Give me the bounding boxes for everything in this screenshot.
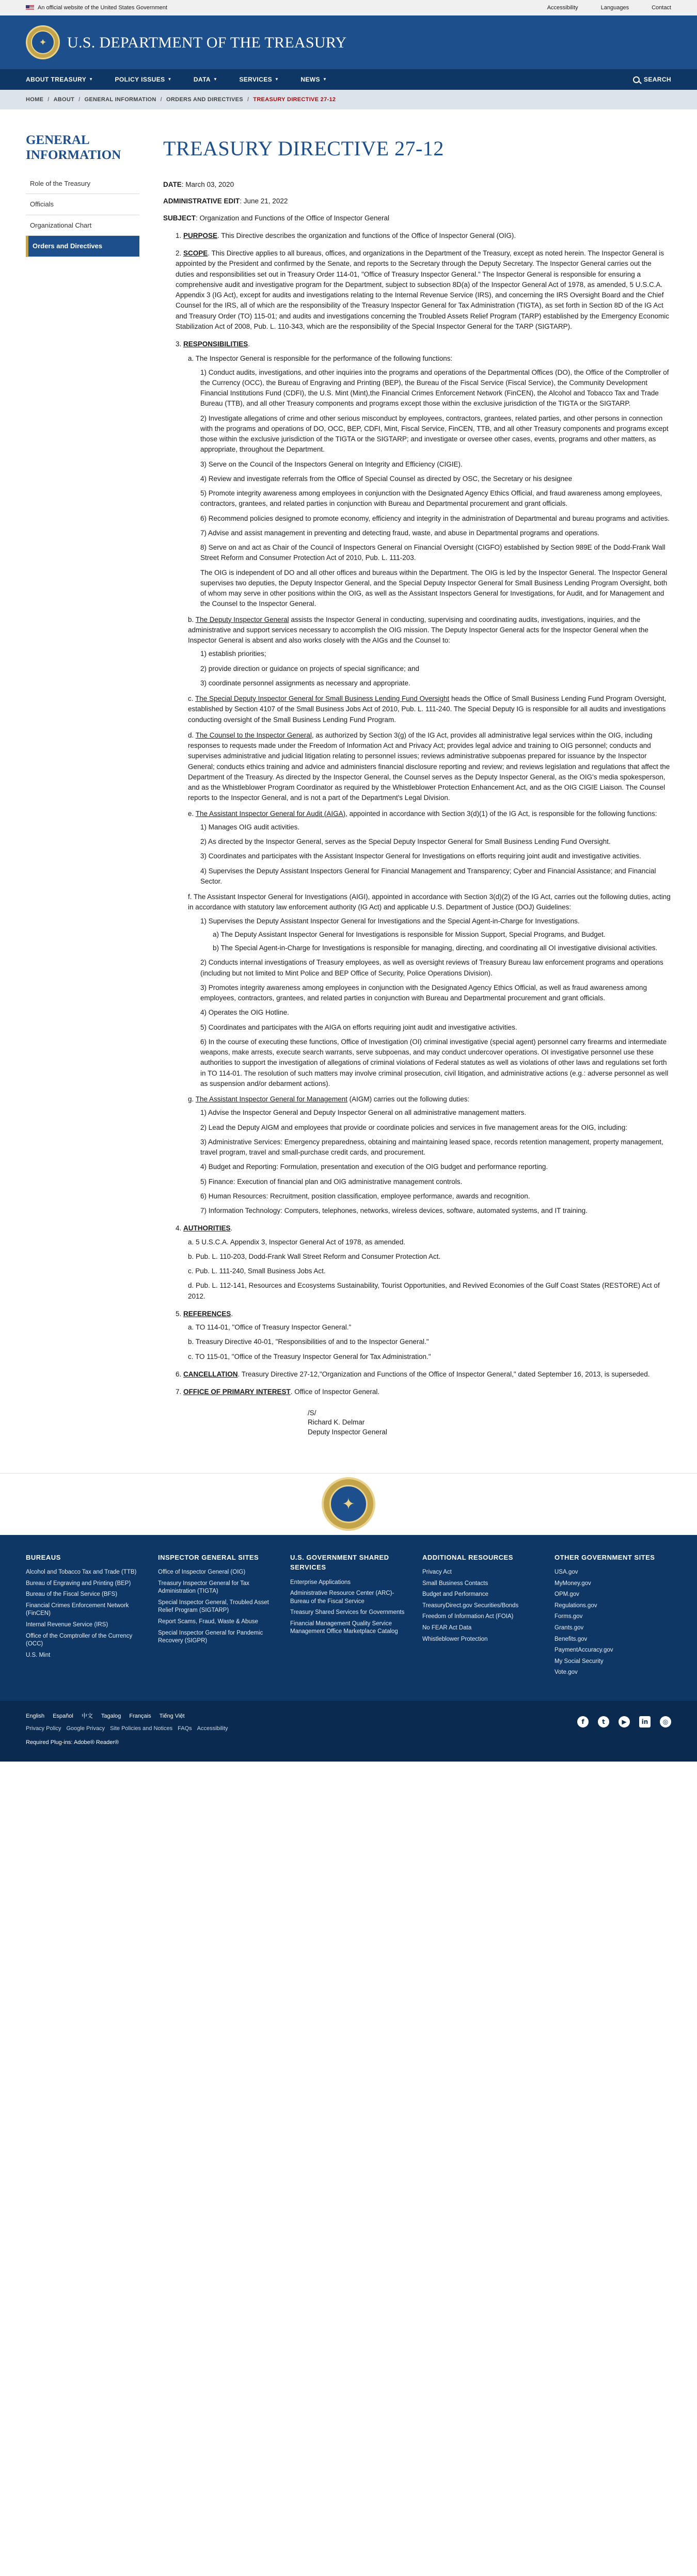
- list-item: a. TO 114-01, "Office of Treasury Inspector General.": [188, 1323, 352, 1331]
- resp-g-title: The Assistant Inspector General for Management: [195, 1095, 347, 1103]
- footer-link[interactable]: Whistleblower Protection: [422, 1636, 488, 1642]
- chevron-down-icon: ▼: [213, 77, 218, 82]
- resp-f-sublist: [200, 930, 671, 954]
- search-label: SEARCH: [643, 76, 671, 83]
- footer-link[interactable]: My Social Security: [555, 1658, 604, 1665]
- social-links: [577, 1716, 671, 1727]
- date-label: DATE: [163, 181, 182, 188]
- footer-link[interactable]: Benefits.gov: [555, 1636, 588, 1642]
- signer-name: Richard K. Delmar: [308, 1418, 365, 1427]
- footer-seal-band: [0, 1473, 697, 1535]
- page-title: TREASURY DIRECTIVE 27-12: [163, 137, 444, 160]
- search-button[interactable]: [633, 75, 671, 84]
- resp-a: a. The Inspector General is responsible for the performance of the following functions: 1) Conduct audits, investigations, and other inquiries into the programs and operations of the Departmental Offices (DO), the Office of the Comptroller of the Currency (OCC), the Bureau of Engraving and Printing (BEP), the Bureau of the Fiscal Service (Fiscal Service), the Community Development Financial Institutions Fund (CDFI), the U.S. Mint (Mint),the Financial Crimes Enforcement Network (FinCEN), the Alcohol and Tobacco Tax and Trade Bureau (TTB), and all other Treasury components and programs except those within the exclusive jurisdiction of the TIGTA or the SIGTARP. 2) Investigate allegations of crime and other serious misconduct by employees, contractors, grantees, related parties, and other persons in connection with the programs and operations of DO, OCC, BEP, CDFI, Mint, Fiscal Service, FinCEN, TTB, and all other Treasury components and programs except those within the exclusive jurisdiction of the TIGTA or the SIGTARP; and investigate or oversee other cases, events, programs and other matters, as appropriate, throughout the Department. 3) Serve on the Council of the Inspectors General on Integrity and Efficiency (CIGIE). 4) Review and investigate referrals from the Office of Special Counsel as directed by OSC, the Secretary or his designee 5) Promote integrity awareness among employees in conjunction with the Designated Agency Ethics Official, and fraud awareness among employees, contractors, grantees, and related parties in conjunction with Bureau and Departmental procurement and grant officials. 6) Recommend policies designed to promote economy, efficiency and integrity in the administration of Departmental and bureau programs and activities. 7) Advise and assist management in preventing and detecting fraud, waste, and abuse in Departmental programs and operations. 8) Serve on and act as Chair of the Council of Inspectors General on Financial Oversight (CIGFO) established by Section 989E of the Dodd-Frank Wall Street Reform and Consumer Protection Act of 2010, Pub. L. 111-203. The OIG is independent of DO and all other offices and bureaus within the Department. The OIG is led by the Inspector General. The Inspector General supervises two deputies, the Deputy Inspector General, and the Special Deputy Inspector General for Small Business Lending Program Oversight, both of whom may serve in other positions within the OIG, as well as the Assistant Inspectors General for Investigations, for Audit, and for Management and the Counsel to the Inspector General.: [188, 354, 671, 609]
- nav-about-treasury[interactable]: [26, 75, 93, 84]
- list-item: 5) Promote integrity awareness among employees in conjunction with the Designated Agency Ethics Official, and fraud awareness among employees, contractors, grantees, and related parties in conjunction with Bureau and Departmental procurement and grant officials.: [200, 489, 662, 508]
- date-line: DATE: March 03, 2020: [163, 181, 234, 188]
- legal-link[interactable]: Google Privacy: [66, 1725, 105, 1732]
- nav-data[interactable]: [194, 75, 217, 84]
- utility-links: [547, 4, 671, 12]
- sidebar-item-org-chart[interactable]: Organizational Chart: [26, 215, 139, 236]
- breadcrumb-about[interactable]: ABOUT: [53, 96, 75, 103]
- list-item: 3) Coordinates and participates with the Assistant Inspector General for Investigations on efforts requiring joint audit and investigative activities.: [200, 852, 641, 860]
- section-text: . Office of Inspector General.: [290, 1388, 380, 1396]
- subject-label: SUBJECT: [163, 214, 196, 222]
- section-purpose: 1. PURPOSE. This Directive describes the organization and functions of the Office of Inspector General (OIG).: [176, 231, 516, 239]
- footer-column-title: ADDITIONAL RESOURCES: [422, 1553, 513, 1561]
- resp-a-list: [188, 367, 671, 564]
- nav-label: ABOUT TREASURY: [26, 76, 87, 83]
- footer-link[interactable]: No FEAR Act Data: [422, 1624, 472, 1631]
- resp-b-list: [188, 649, 671, 689]
- list-item: 2) Investigate allegations of crime and other serious misconduct by employees, contractors, grantees, related parties, and other persons in connection with the programs and operations of DO, OCC, BEP, CDFI, Mint, Fiscal Service, FinCEN, TTB, and all other Treasury components and programs except those within the exclusive jurisdiction of the TIGTA or the SIGTARP; and investigate or oversee other cases, events, programs and other matters, as appropriate, throughout the Department.: [200, 414, 669, 454]
- resp-b-text: assists the Inspector General in conducting, supervising and coordinating audits, investigations, inquiries, and the administrative and support services necessary to accomplish the OIG mission. The Deputy Inspector General acts for the Inspector General when the Inspector General is absent and also works closely with the AIGs and the Counsel to:: [188, 615, 648, 644]
- list-item: 2) provide direction or guidance on projects of special significance; and: [200, 664, 419, 673]
- list-item: b. Pub. L. 110-203, Dodd-Frank Wall Street Reform and Consumer Protection Act.: [188, 1252, 441, 1260]
- list-item: 7) Advise and assist management in preventing and detecting fraud, waste, and abuse in Departmental programs and operations.: [200, 529, 599, 537]
- footer-link[interactable]: Special Inspector General for Pandemic Recovery (SIGPR): [158, 1629, 263, 1644]
- footer-link[interactable]: Freedom of Information Act (FOIA): [422, 1613, 514, 1620]
- admin-edit-value: June 21, 2022: [243, 197, 288, 205]
- seal-center: ✦: [31, 30, 55, 54]
- section-title: SCOPE: [183, 249, 208, 257]
- breadcrumb: [0, 90, 697, 109]
- legal-link[interactable]: FAQs: [178, 1725, 192, 1732]
- section-cancellation: 6. CANCELLATION. Treasury Directive 27-12,"Organization and Functions of the Office of Inspector General," dated September 16, 2013, is superseded.: [176, 1370, 650, 1378]
- nav-services[interactable]: [239, 75, 279, 84]
- footer-link[interactable]: Internal Revenue Service (IRS): [26, 1621, 108, 1628]
- nav-label: DATA: [193, 76, 211, 83]
- list-item: 3) Promotes integrity awareness among employees in conjunction with the Designated Agency Ethics Official, as well as fraud awareness among employees, contractors, grantees, and related parties in conjunction with Bureau and Departmental procurement and grant officials.: [200, 983, 647, 1002]
- list-item: 4) Operates the OIG Hotline.: [200, 1009, 289, 1017]
- footer-link[interactable]: Special Inspector General, Troubled Asset Relief Program (SIGTARP): [158, 1599, 269, 1614]
- resp-f: f. The Assistant Inspector General for Investigations (AIGI), appointed in accordance with Section 3(d)(2) of the IG Act, carries out the following duties, acting in accordance with statutory law enforcement authority (IG Act) and applicable U.S. Department of Justice (DOJ) Guidelines: 1) Supervises the Deputy Assistant Inspector General for Investigations and the Special Agent-in-Charge for Investigations. a) The Deputy Assistant Inspector General for Investigations is responsible for Mission Support, Special Programs, and Budget. b) The Special Agent-in-Charge for Investigations is responsible for managing, directing, and coordinating all OI investigative divisional activities. 2) Conducts internal investigations of Treasury employees, as well as oversight reviews of Treasury Bureau law enforcement programs and operations (including but not limited to Mint Police and BEP Office of Security, Police Operations Division). 3) Promotes integrity awareness among employees in conjunction with the Designated Agency Ethics Official, as well as fraud awareness among employees, contractors, grantees, and related parties in conjunction with Bureau and Departmental procurement and grant officials. 4) Operates the OIG Hotline. 5) Coordinates and participates with the AIGA on efforts requiring joint audit and investigative activities. 6) In the course of executing these functions, Office of Investigation (OI) criminal investigative (special agent) personnel carry firearms and intermediate weapons, make arrests, execute search warrants, serve subpoenas, and may conduct undercover operations. OI investigative personnel use these authorities to support the investigation of allegations of criminal violations of Federal statutes as well as violations of other laws and regulations set forth in TO 114-01. The resolution of such matters may involve criminal prosecution, civil litigation, and administrative actions (e.g.: adverse personnel as well as suspension and/or debarment actions).: [188, 892, 671, 1089]
- list-item: 8) Serve on and act as Chair of the Council of Inspectors General on Financial Oversight (CIGFO) established by Section 989E of the Dodd-Frank Wall Street Reform and Consumer Protection Act of 2010, Pub. L. 111-203.: [200, 543, 666, 562]
- resp-f-text: The Assistant Inspector General for Investigations (AIGI), appointed in accordance with Section 3(d)(2) of the IG Act, carries out the following duties, acting in accordance with statutory law enforcement authority (IG Act) and applicable U.S. Department of Justice (DOJ) Guidelines:: [188, 893, 671, 911]
- footer-column: [555, 1553, 671, 1680]
- directive-sections: [163, 231, 671, 1398]
- list-item: 1) Conduct audits, investigations, and other inquiries into the programs and operations of the Departmental Offices (DO), the Office of the Comptroller of the Currency (OCC), the Bureau of Engraving and Printing (BEP), the Bureau of the Fiscal Service (Fiscal Service), the Community Development Financial Institutions Fund (CDFI), the U.S. Mint (Mint),the Financial Crimes Enforcement Network (FinCEN), the Alcohol and Tobacco Tax and Trade Bureau (TTB), and all other Treasury components and programs except those within the exclusive jurisdiction of the TIGTA or the SIGTARP.: [200, 368, 669, 408]
- footer-link[interactable]: Bureau of Engraving and Printing (BEP): [26, 1580, 131, 1587]
- footer-link[interactable]: Report Scams, Fraud, Waste & Abuse: [158, 1618, 258, 1625]
- nav-policy-issues[interactable]: [115, 75, 172, 84]
- footer-link[interactable]: Financial Crimes Enforcement Network (FinCEN): [26, 1602, 129, 1617]
- resp-e: e. The Assistant Inspector General for Audit (AIGA), appointed in accordance with Section 3(d)(1) of the IG Act, is responsible for the following functions: 1) Manages OIG audit activities. 2) As directed by the Inspector General, serves as the Special Deputy Inspector General for Small Business Lending Fund Oversight. 3) Coordinates and participates with the Assistant Inspector General for Investigations on efforts requiring joint audit and investigative activities. 4) Supervises the Deputy Assistant Inspectors General for Financial Management and Transparency; Cyber and Financial Assistance; and Financial Sector.: [188, 809, 671, 887]
- language-link[interactable]: English: [26, 1713, 45, 1719]
- resp-f-list: [188, 916, 671, 1090]
- footer-link[interactable]: TreasuryDirect.gov Securities/Bonds: [422, 1602, 519, 1609]
- sidebar-title: GENERAL INFORMATION: [26, 133, 121, 162]
- language-link[interactable]: Français: [129, 1713, 151, 1719]
- footer-link[interactable]: OPM.gov: [555, 1591, 579, 1598]
- responsibilities-list: [176, 354, 671, 1216]
- section-responsibilities: 3. RESPONSIBILITIES. a. The Inspector General is responsible for the performance of the following functions: 1) Conduct audits, investigations, and other inquiries into the programs and operations of the Departmental Offices (DO), the Office of the Comptroller of the Currency (OCC), the Bureau of Engraving and Printing (BEP), the Bureau of the Fiscal Service (Fiscal Service), the Community Development Financial Institutions Fund (CDFI), the U.S. Mint (Mint),the Financial Crimes Enforcement Network (FinCEN), the Alcohol and Tobacco Tax and Trade Bureau (TTB), and all other Treasury components and programs except those within the exclusive jurisdiction of the TIGTA or the SIGTARP. 2) Investigate allegations of crime and other serious misconduct by employees, contractors, grantees, related parties, and other persons in connection with the programs and operations of DO, OCC, BEP, CDFI, Mint, Fiscal Service, FinCEN, TTB, and all other Treasury components and programs except those within the exclusive jurisdiction of the TIGTA or the SIGTARP; and investigate or oversee other cases, events, programs and other matters, as appropriate, throughout the Department. 3) Serve on the Council of the Inspectors General on Integrity and Efficiency (CIGIE). 4) Review and investigate referrals from the Office of Special Counsel as directed by OSC, the Secretary or his designee 5) Promote integrity awareness among employees in conjunction with the Designated Agency Ethics Official, and fraud awareness among employees, contractors, grantees, and related parties in conjunction with Bureau and Departmental procurement and grant officials. 6) Recommend policies designed to promote economy, efficiency and integrity in the administration of Departmental and bureau programs and activities. 7) Advise and assist management in preventing and detecting fraud, waste, and abuse in Departmental programs and operations. 8) Serve on and act as Chair of the Council of Inspectors General on Financial Oversight (CIGFO) established by Section 989E of the Dodd-Frank Wall Street Reform and Consumer Protection Act of 2010, Pub. L. 111-203. The OIG is independent of DO and all other offices and bureaus within the Department. The OIG is led by the Inspector General. The Inspector General supervises two deputies, the Deputy Inspector General, and the Special Deputy Inspector General for Small Business Lending Program Oversight, both of whom may serve in other positions within the OIG, as well as the Assistant Inspectors General for Investigations, for Audit, and for Management and the Counsel to the Inspector General. b. The Deputy Inspector General assists the Inspector General in conducting, supervising and coordinating audits, investigations, inquiries, and the administrative and support services necessary to accomplish the OIG mission. The Deputy Inspector General acts for the Inspector General when the Inspector General is absent and also works closely with the AIGs and the Counsel to: 1) establish priorities; 2) provide direction or guidance on projects of special significance; and 3) coordinate personnel assignments as necessary and appropriate. c. The Special Deputy Inspector General for Small Business Lending Fund Oversight heads the Office of Small Business Lending Fund Program Oversight, established by Section 4107 of the Small Business Jobs Act of 2010, Pub. L. 111-240. The Special Deputy IG is responsible for all audits and investigations conducting oversight of the Small Business Lending Fund Program. d. The Counsel to the Inspector General, as authorized by Section 3(g) of the IG Act, provides all administrative legal services within the OIG, including responses to requests made under the Freedom of Information Act and Privacy Act; provides legal advice and training to OIG personnel; conducts and supervises administrative and judicial litigation relating to personnel issues; reviews administrative subpoenas prepared for issuance by the Inspector General; conducts ethics training and advice and administers financial disclosure reporting and review; and reviews legislation and regulations that affect the Department of the Treasury. As directed by the Inspector General, the Counsel serves as the Deputy Inspector General, as the OIG's media spokesperson, and as the Whistleblower Program Coordinator as required by the Whistleblower Protection Enhancement Act, and as the OIG CIGIE Liaison. The Counsel reports to the Inspector General, and is not a part of the Department's Legal Division. e. The Assistant Inspector General for Audit (AIGA), appointed in accordance with Section 3(d)(1) of the IG Act, is responsible for the following functions: 1) Manages OIG audit activities. 2) As directed by the Inspector General, serves as the Special Deputy Inspector General for Small Business Lending Fund Oversight. 3) Coordinates and participates with the Assistant Inspector General for Investigations on efforts requiring joint audit and investigative activities. 4) Supervises the Deputy Assistant Inspectors General for Financial Management and Transparency; Cyber and Financial Assistance; and Financial Sector. f. The Assistant Inspector General for Investigations (AIGI), appointed in accordance with Section 3(d)(2) of the IG Act, carries out the following duties, acting in accordance with statutory law enforcement authority (IG Act) and applicable U.S. Department of Justice (DOJ) Guidelines: 1) Supervises the Deputy Assistant Inspector General for Investigations and the Special Agent-in-Charge for Investigations. a) The Deputy Assistant Inspector General for Investigations is responsible for Mission Support, Special Programs, and Budget. b) The Special Agent-in-Charge for Investigations is responsible for managing, directing, and coordinating all OI investigative divisional activities. 2) Conducts internal investigations of Treasury employees, as well as oversight reviews of Treasury Bureau law enforcement programs and operations (including but not limited to Mint Police and BEP Office of Security, Police Operations Division). 3) Promotes integrity awareness among employees in conjunction with the Designated Agency Ethics Official, as well as fraud awareness among employees, contractors, grantees, and related parties in conjunction with Bureau and Departmental procurement and grant officials. 4) Operates the OIG Hotline. 5) Coordinates and participates with the AIGA on efforts requiring joint audit and investigative activities. 6) In the course of executing these functions, Office of Investigation (OI) criminal investigative (special agent) personnel carry firearms and intermediate weapons, make arrests, execute search warrants, serve subpoenas, and may conduct undercover operations. OI investigative personnel use these authorities to support the investigation of allegations of criminal violations of Federal statutes as well as violations of other laws and regulations set forth in TO 114-01. The resolution of such matters may involve criminal prosecution, civil litigation, and administrative actions (e.g.: adverse personnel as well as suspension and/or debarment actions). g. The Assistant Inspector General for Management (AIGM) carries out the following duties: 1) Advise the Inspector General and Deputy Inspector General on all administrative management matters. 2) Lead the Deputy AIGM and employees that provide or coordinate policies and services in five management areas for the OIG, including: 3) Administrative Services: Emergency preparedness, obtaining and maintaining leased space, records retention management, property management, travel program, travel and small-purchase credit cards, and procurement. 4) Budget and Reporting: Formulation, presentation and execution of the OIG budget and performance reporting. 5) Finance: Execution of financial plan and OIG administrative management controls. 6) Human Resources: Recruitment, position classification, employee performance, awards and recognition. 7) Information Technology: Computers, telephones, networks, wireless devices, software, automated systems, and IT training.: [176, 339, 671, 1216]
- legal-links: [26, 1724, 671, 1733]
- language-link[interactable]: Español: [53, 1713, 73, 1719]
- footer-link[interactable]: Privacy Act: [422, 1569, 452, 1576]
- nav-label: POLICY ISSUES: [115, 76, 165, 83]
- list-item: 4) Budget and Reporting: Formulation, presentation and execution of the OIG budget and performance reporting.: [200, 1163, 548, 1171]
- instagram-icon[interactable]: ◎: [660, 1716, 671, 1727]
- nav-label: NEWS: [300, 76, 320, 83]
- list-item: 7) Information Technology: Computers, telephones, networks, wireless devices, software, automated systems, and IT training.: [200, 1207, 588, 1214]
- main-nav: [0, 69, 697, 90]
- footer-link[interactable]: Financial Management Quality Service Management Office Marketplace Catalog: [290, 1620, 398, 1635]
- footer-column-title: OTHER GOVERNMENT SITES: [555, 1553, 655, 1561]
- sub-footer: [0, 1701, 697, 1762]
- footer-link[interactable]: Regulations.gov: [555, 1602, 597, 1609]
- list-item: 1) establish priorities;: [200, 650, 266, 658]
- sidebar: [26, 133, 139, 1437]
- footer-column: [422, 1553, 539, 1680]
- footer-link[interactable]: MyMoney.gov: [555, 1580, 591, 1587]
- sidebar-item-officials[interactable]: Officials: [26, 194, 139, 215]
- references-list: [176, 1322, 671, 1362]
- section-text: . This Directive applies to all bureaus, offices, and organizations in the Department of the Treasury, except as noted herein. The Inspector General is appointed by the President and confirmed by the Senate, and reports to the Secretary through the Deputy Secretary. The Inspector General carries out the duties and responsibilities set out in Treasury Order 114-01, "Office of Treasury Inspector General." The Inspector General is responsible for ensuring a comprehensive audit and investigative program for the Department, subject to subsection 8D(a) of the Inspector General Act of 1978, as amended, 5 U.S.C.A. Appendix 3 (IG Act), except for audits and investigations relating to the Internal Revenue Service (IRS), and concerning the IRS Oversight Board and the Chief Counsel for the IRS, all of which are the responsibility of the Treasury Inspector General for Tax Administration (TIGTA), as set forth in Section 8D of the IG Act and Treasury Order (TO) 115-01; and audits and investigations concerning the Troubled Assets Relief Program (TARP) established by the Emergency Economic Stabilization Act of 2008, Pub. L. 110-343, which are the responsibility of the Special Inspector General for the TARP (SIGTARP).: [176, 249, 669, 330]
- footer-column: [158, 1553, 275, 1680]
- signature-mark: /S/: [308, 1409, 316, 1417]
- section-title: OFFICE OF PRIMARY INTEREST: [183, 1388, 291, 1396]
- gov-banner-text: An official website of the United States Government: [38, 4, 168, 11]
- admin-edit-line: ADMINISTRATIVE EDIT: June 21, 2022: [163, 197, 288, 205]
- list-item: 6) Recommend policies designed to promote economy, efficiency and integrity in the administration of Departmental and bureau programs and activities.: [200, 514, 670, 522]
- footer-link[interactable]: Alcohol and Tobacco Tax and Trade (TTB): [26, 1569, 137, 1576]
- list-item: 1) Manages OIG audit activities.: [200, 823, 300, 831]
- footer-link[interactable]: Small Business Contacts: [422, 1580, 488, 1587]
- section-text: . This Directive describes the organization and functions of the Office of Inspector General (OIG).: [217, 231, 516, 239]
- accessibility-link[interactable]: Accessibility: [547, 4, 578, 11]
- list-item: 6) In the course of executing these functions, Office of Investigation (OI) criminal investigative (special agent) personnel carry firearms and intermediate weapons, make arrests, execute search warrants, serve subpoenas, and may conduct undercover operations. OI investigative personnel use these authorities to support the investigation of allegations of criminal violations of Federal statutes as well as violations of other laws and regulations set forth in TO 114-01. The resolution of such matters may involve criminal prosecution, civil litigation, and administrative actions (e.g.: adverse personnel as well as suspension and/or debarment actions).: [200, 1037, 669, 1087]
- breadcrumb-general-information[interactable]: GENERAL INFORMATION: [84, 96, 156, 103]
- section-text: . Treasury Directive 27-12,"Organization and Functions of the Office of Inspector General," dated September 16, 2013, is superseded.: [237, 1370, 650, 1378]
- breadcrumb-separator: /: [78, 96, 81, 103]
- main-content: [163, 133, 671, 1437]
- resp-b-title: The Deputy Inspector General: [195, 615, 289, 623]
- chevron-down-icon: ▼: [322, 77, 327, 82]
- language-link[interactable]: Tagalog: [101, 1713, 121, 1719]
- resp-g-text: (AIGM) carries out the following duties:: [347, 1095, 470, 1103]
- resp-e-title: The Assistant Inspector General for Audit (AIGA): [195, 809, 346, 818]
- chevron-down-icon: ▼: [167, 77, 172, 82]
- list-item: 1) Advise the Inspector General and Deputy Inspector General on all administrative management matters.: [200, 1109, 527, 1117]
- list-item: c. TO 115-01, "Office of the Treasury Inspector General for Tax Administration.": [188, 1352, 431, 1361]
- list-item: [200, 916, 671, 954]
- list-item: 3) coordinate personnel assignments as necessary and appropriate.: [200, 679, 410, 687]
- list-item: a. 5 U.S.C.A. Appendix 3, Inspector General Act of 1978, as amended.: [188, 1238, 406, 1246]
- section-references: 5. REFERENCES. a. TO 114-01, "Office of Treasury Inspector General." b. Treasury Directive 40-01, "Responsibilities of and to the Inspector General." c. TO 115-01, "Office of the Treasury Inspector General for Tax Administration.": [176, 1309, 671, 1362]
- resp-c-text: heads the Office of Small Business Lending Fund Program Oversight, established by Section 4107 of the Small Business Jobs Act of 2010, Pub. L. 111-240. The Special Deputy IG is responsible for all audits and investigations conducting oversight of the Small Business Lending Fund Program.: [188, 695, 667, 724]
- resp-a-intro: The Inspector General is responsible for the performance of the following functions:: [195, 355, 453, 363]
- resp-e-list: [188, 822, 671, 887]
- section-scope: 2. SCOPE. This Directive applies to all bureaus, offices, and organizations in the Department of the Treasury, except as noted herein. The Inspector General is appointed by the President and confirmed by the Senate, and reports to the Secretary through the Deputy Secretary. The Inspector General carries out the duties and responsibilities set out in Treasury Order 114-01, "Office of Treasury Inspector General." The Inspector General is responsible for ensuring a comprehensive audit and investigative program for the Department, subject to subsection 8D(a) of the Inspector General Act of 1978, as amended, 5 U.S.C.A. Appendix 3 (IG Act), except for audits and investigations relating to the Internal Revenue Service (IRS), and concerning the IRS Oversight Board and the Chief Counsel for the IRS, all of which are the responsibility of the Treasury Inspector General for Tax Administration (TIGTA), as set forth in Section 8D of the IG Act and Treasury Order (TO) 115-01; and audits and investigations concerning the Troubled Assets Relief Program (TARP) established by the Emergency Economic Stabilization Act of 2008, Pub. L. 110-343, which are the responsibility of the Special Inspector General for the TARP (SIGTARP).: [176, 249, 669, 330]
- resp-g-list: [188, 1108, 671, 1216]
- footer-link[interactable]: Office of Inspector General (OIG): [158, 1569, 246, 1576]
- footer-column-title: BUREAUS: [26, 1553, 61, 1561]
- nav-news[interactable]: [300, 75, 327, 84]
- language-links: [26, 1712, 671, 1721]
- list-item: 4) Review and investigate referrals from the Office of Special Counsel as directed by OSC, the Secretary or his designee: [200, 474, 573, 483]
- seal-center: ✦: [329, 1485, 368, 1523]
- section-title: AUTHORITIES: [183, 1224, 231, 1233]
- list-item: d. Pub. L. 112-141, Resources and Ecosystems Sustainability, Tourist Opportunities, and Revived Economies of the Gulf Coast States (RESTORE) Act of 2012.: [188, 1282, 660, 1300]
- breadcrumb-current: TREASURY DIRECTIVE 27-12: [253, 96, 336, 103]
- youtube-icon[interactable]: ▶: [619, 1716, 630, 1727]
- site-header: [0, 15, 697, 69]
- legal-link[interactable]: Accessibility: [197, 1725, 228, 1732]
- resp-d-text: , as authorized by Section 3(g) of the IG Act, provides all administrative legal services within the OIG, including responses to requests made under the Freedom of Information Act and Privacy Act; provides legal advice and training to OIG personnel; conducts and supervises administrative and judicial litigation relating to personnel issues; reviews administrative subpoenas prepared for issuance by the Inspector General; conducts ethics training and advice and administers financial disclosure reporting and review; and reviews legislation and regulations that affect the Department of the Treasury. As directed by the Inspector General, the Counsel serves as the Deputy Inspector General, as the OIG's media spokesperson, and as the Whistleblower Program Coordinator as required by the Whistleblower Protection Enhancement Act, and as the OIG CIGIE Liaison. The Counsel reports to the Inspector General, and is not a part of the Department's Legal Division.: [188, 731, 670, 802]
- footer-link[interactable]: Forms.gov: [555, 1613, 583, 1620]
- resp-c-title: The Special Deputy Inspector General for Small Business Lending Fund Oversight: [195, 695, 450, 702]
- footer-column: [26, 1553, 142, 1680]
- legal-link[interactable]: Privacy Policy: [26, 1725, 61, 1732]
- twitter-icon[interactable]: t: [598, 1716, 609, 1727]
- footer-column-title: U.S. GOVERNMENT SHARED SERVICES: [290, 1553, 389, 1572]
- footer-link[interactable]: Bureau of the Fiscal Service (BFS): [26, 1591, 118, 1598]
- search-icon: [633, 76, 640, 83]
- treasury-seal-icon[interactable]: [26, 25, 60, 59]
- signer-title: Deputy Inspector General: [308, 1428, 387, 1436]
- section-title: PURPOSE: [183, 231, 218, 239]
- footer-column: [290, 1553, 407, 1680]
- chevron-down-icon: ▼: [89, 77, 93, 82]
- us-flag-icon: [26, 5, 34, 11]
- footer-link[interactable]: Administrative Resource Center (ARC)- Bureau of the Fiscal Service: [290, 1590, 394, 1605]
- list-item: 3) Serve on the Council of the Inspectors General on Integrity and Efficiency (CIGIE).: [200, 460, 463, 468]
- resp-d-title: The Counsel to the Inspector General: [195, 731, 312, 739]
- list-item: 2) As directed by the Inspector General, serves as the Special Deputy Inspector General for Small Business Lending Fund Oversight.: [200, 838, 611, 845]
- list-item: c. Pub. L. 111-240, Small Business Jobs Act.: [188, 1267, 326, 1275]
- resp-c: c. The Special Deputy Inspector General for Small Business Lending Fund Oversight heads the Office of Small Business Lending Fund Program Oversight, established by Section 4107 of the Small Business Jobs Act of 2010, Pub. L. 111-240. The Special Deputy IG is responsible for all audits and investigations conducting oversight of the Small Business Lending Fund Program.: [188, 695, 667, 724]
- site-title[interactable]: U.S. DEPARTMENT OF THE TREASURY: [67, 34, 347, 51]
- list-item: 5) Finance: Execution of financial plan and OIG administrative management controls.: [200, 1177, 463, 1186]
- sidebar-item-orders-directives[interactable]: Orders and Directives: [26, 236, 139, 257]
- list-item: 2) Conducts internal investigations of Treasury employees, as well as oversight reviews of Treasury Bureau law enforcement programs and operations (including but not limited to Mint Police and BEP Office of Security, Police Operations Division).: [200, 958, 663, 977]
- breadcrumb-orders-directives[interactable]: ORDERS AND DIRECTIVES: [166, 96, 243, 103]
- list-item: b) The Special Agent-in-Charge for Investigations is responsible for managing, directing, and coordinating all OI investigative divisional activities.: [213, 944, 658, 952]
- contact-link[interactable]: Contact: [652, 4, 671, 11]
- resp-a-paragraph: The OIG is independent of DO and all other offices and bureaus within the Department. The OIG is led by the Inspector General. The Inspector General supervises two deputies, the Deputy Inspector General, and the Special Deputy Inspector General for Small Business Lending Program Oversight, both of whom may serve in other positions within the OIG, as well as the Assistant Inspectors General for Investigations, for Audit, and for Management and the Counsel to the Inspector General.: [200, 568, 668, 608]
- facebook-icon[interactable]: f: [577, 1716, 589, 1727]
- resp-d: d. The Counsel to the Inspector General, as authorized by Section 3(g) of the IG Act, provides all administrative legal services within the OIG, including responses to requests made under the Freedom of Information Act and Privacy Act; provides legal advice and training to OIG personnel; conducts and supervises administrative and judicial litigation relating to personnel issues; reviews administrative subpoenas prepared for issuance by the Inspector General; conducts ethics training and advice and administers financial disclosure reporting and review; and reviews legislation and regulations that affect the Department of the Treasury. As directed by the Inspector General, the Counsel serves as the Deputy Inspector General, as the OIG's media spokesperson, and as the Whistleblower Program Coordinator as required by the Whistleblower Protection Enhancement Act, and as the OIG CIGIE Liaison. The Counsel reports to the Inspector General, and is not a part of the Department's Legal Division.: [188, 731, 670, 802]
- list-item: 4) Supervises the Deputy Assistant Inspectors General for Financial Management and Transparency; Cyber and Financial Assistance; and Financial Sector.: [200, 867, 656, 885]
- sidebar-item-role[interactable]: Role of the Treasury: [26, 173, 139, 195]
- section-title: RESPONSIBILITIES: [183, 340, 248, 348]
- subject-line: SUBJECT: Organization and Functions of the Office of Inspector General: [163, 214, 389, 222]
- list-item-text: 1) Supervises the Deputy Assistant Inspector General for Investigations and the Special Agent-in-Charge for Investigations.: [200, 917, 580, 925]
- gov-banner: [0, 0, 697, 15]
- section-primary-interest: 7. OFFICE OF PRIMARY INTEREST. Office of Inspector General.: [176, 1388, 380, 1396]
- signature-block: [308, 1409, 671, 1437]
- resp-e-text: , appointed in accordance with Section 3(d)(1) of the IG Act, is responsible for the following functions:: [345, 809, 657, 818]
- resp-b: b. The Deputy Inspector General assists the Inspector General in conducting, supervising and coordinating audits, investigations, inquiries, and the administrative and support services necessary to accomplish the OIG mission. The Deputy Inspector General acts for the Inspector General when the Inspector General is absent and also works closely with the AIGs and the Counsel to: 1) establish priorities; 2) provide direction or guidance on projects of special significance; and 3) coordinate personnel assignments as necessary and appropriate.: [188, 615, 671, 689]
- site-footer: [0, 1535, 697, 1701]
- footer-link[interactable]: USA.gov: [555, 1569, 578, 1576]
- legal-link[interactable]: Site Policies and Notices: [110, 1725, 173, 1732]
- footer-link[interactable]: Office of the Comptroller of the Currency (OCC): [26, 1633, 133, 1647]
- footer-link[interactable]: Treasury Shared Services for Governments: [290, 1609, 405, 1616]
- footer-link[interactable]: Grants.gov: [555, 1624, 584, 1631]
- footer-link[interactable]: Enterprise Applications: [290, 1579, 351, 1586]
- footer-link[interactable]: U.S. Mint: [26, 1652, 51, 1658]
- footer-column-title: INSPECTOR GENERAL SITES: [158, 1553, 259, 1561]
- breadcrumb-separator: /: [247, 96, 249, 103]
- nav-label: SERVICES: [239, 76, 272, 83]
- list-item: 5) Coordinates and participates with the AIGA on efforts requiring joint audit and investigative activities.: [200, 1023, 517, 1031]
- treasury-seal-icon: [322, 1477, 375, 1531]
- resp-g: g. The Assistant Inspector General for Management (AIGM) carries out the following duties: 1) Advise the Inspector General and Deputy Inspector General on all administrative management matters. 2) Lead the Deputy AIGM and employees that provide or coordinate policies and services in five management areas for the OIG, including: 3) Administrative Services: Emergency preparedness, obtaining and maintaining leased space, records retention management, property management, travel program, travel and small-purchase credit cards, and procurement. 4) Budget and Reporting: Formulation, presentation and execution of the OIG budget and performance reporting. 5) Finance: Execution of financial plan and OIG administrative management controls. 6) Human Resources: Recruitment, position classification, employee performance, awards and recognition. 7) Information Technology: Computers, telephones, networks, wireless devices, software, automated systems, and IT training.: [188, 1094, 671, 1216]
- date-value: March 03, 2020: [185, 181, 234, 188]
- languages-link[interactable]: Languages: [600, 4, 629, 11]
- footer-link[interactable]: Vote.gov: [555, 1669, 578, 1676]
- footer-link[interactable]: Treasury Inspector General for Tax Administration (TIGTA): [158, 1580, 250, 1595]
- linkedin-icon[interactable]: in: [639, 1716, 651, 1727]
- list-item: a) The Deputy Assistant Inspector General for Investigations is responsible for Mission Support, Special Programs, and Budget.: [213, 930, 606, 938]
- plugin-note: Required Plug-ins: Adobe® Reader®: [26, 1739, 119, 1746]
- breadcrumb-separator: /: [47, 96, 50, 103]
- chevron-down-icon: ▼: [275, 77, 279, 82]
- language-link[interactable]: 中文: [81, 1713, 93, 1719]
- list-item: b. Treasury Directive 40-01, "Responsibilities of and to the Inspector General.": [188, 1338, 429, 1346]
- section-title: CANCELLATION: [183, 1370, 238, 1378]
- section-authorities: 4. AUTHORITIES. a. 5 U.S.C.A. Appendix 3, Inspector General Act of 1978, as amended. b. Pub. L. 110-203, Dodd-Frank Wall Street Reform and Consumer Protection Act. c. Pub. L. 111-240, Small Business Jobs Act. d. Pub. L. 112-141, Resources and Ecosystems Sustainability, Tourist Opportunities, and Revived Economies of the Gulf Coast States (RESTORE) Act of 2012.: [176, 1223, 671, 1302]
- footer-link[interactable]: PaymentAccuracy.gov: [555, 1647, 613, 1654]
- footer-link[interactable]: Budget and Performance: [422, 1591, 488, 1598]
- list-item: 2) Lead the Deputy AIGM and employees that provide or coordinate policies and services in five management areas for the OIG, including:: [200, 1123, 627, 1131]
- admin-edit-label: ADMINISTRATIVE EDIT: [163, 197, 240, 205]
- content-area: [0, 109, 697, 1473]
- breadcrumb-home[interactable]: HOME: [26, 96, 44, 103]
- list-item: 6) Human Resources: Recruitment, position classification, employee performance, awards and recognition.: [200, 1192, 530, 1200]
- authorities-list: [176, 1237, 671, 1302]
- subject-value: Organization and Functions of the Office of Inspector General: [199, 214, 389, 222]
- breadcrumb-separator: /: [160, 96, 163, 103]
- section-title: REFERENCES: [183, 1309, 231, 1318]
- list-item: 3) Administrative Services: Emergency preparedness, obtaining and maintaining leased space, records retention management, property management, travel program, travel and small-purchase credit cards, and procurement.: [200, 1138, 663, 1156]
- language-link[interactable]: Tiếng Việt: [159, 1713, 185, 1719]
